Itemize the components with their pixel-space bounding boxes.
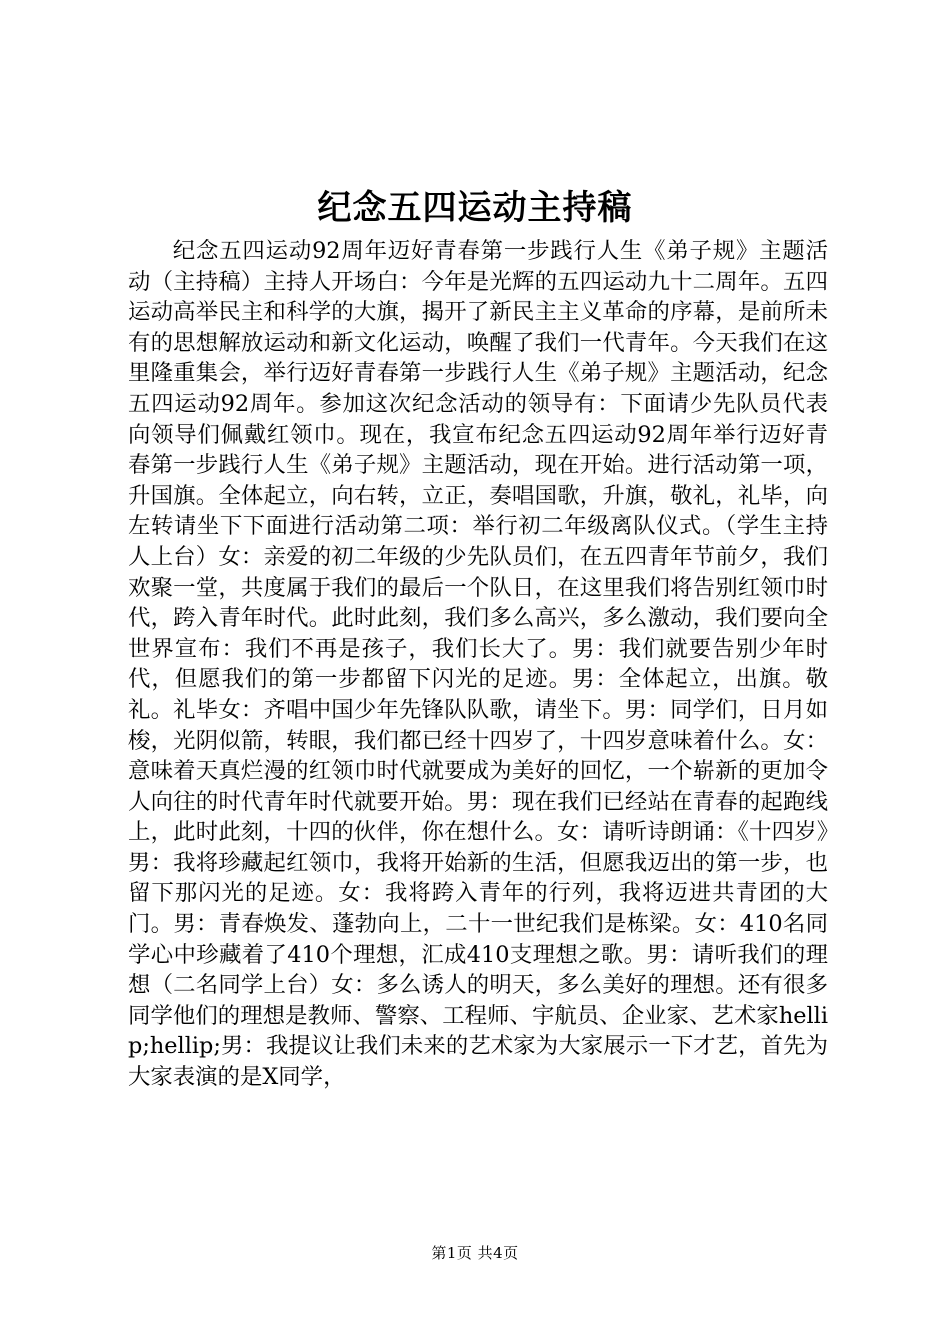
document-title: 纪念五四运动主持稿 [317,188,633,228]
document-body: 纪念五四运动92周年迈好青春第一步践行人生《弟子规》主题活动（主持稿）主持人开场白：今年是光辉的五四运动九十二周年。五四运动高举民主和科学的大旗，揭开了新民主主义革命的序幕，是前所未有的思想解放运动和新文化运动，唤醒了我们一代青年。今天我们在这里隆重集会，举行迈好青春第一步践行人生《弟子规》主题活动，纪念五四运动92周年。参加这次纪念活动的领导有：下面请少先队员代表向领导们佩戴红领巾。现在，我宣布纪念五四运动92周年举行迈好青春第一步践行人生《弟子规》主题活动，现在开始。进行活动第一项，升国旗。全体起立，向右转，立正，奏唱国歌，升旗，敬礼，礼毕，向左转请坐下下面进行活动第二项：举行初二年级离队仪式。（学生主持人上台）女：亲爱的初二年级的少先队员们，在五四青年节前夕，我们欢聚一堂，共度属于我们的最后一个队日，在这里我们将告别红领巾时代，跨入青年时代。此时此刻，我们多么高兴，多么激动，我们要向全世界宣布：我们不再是孩子，我们长大了。男：我们就要告别少年时代，但愿我们的第一步都留下闪光的足迹。男：全体起立，出旗。敬礼。礼毕女：齐唱中国少年先锋队队歌，请坐下。男：同学们，日月如梭，光阴似箭，转眼，我们都已经十四岁了，十四岁意味着什么。女：意味着天真烂漫的红领巾时代就要成为美好的回忆，一个崭新的更加令人向往的时代青年时代就要开始。男：现在我们已经站在青春的起跑线上，此时此刻，十四的伙伴，你在想什么。女：请听诗朗诵：《十四岁》男：我将珍藏起红领巾，我将开始新的生活，但愿我迈出的第一步，也留下那闪光的足迹。女：我将跨入青年的行列，我将迈进共青团的大门。男：青春焕发、蓬勃向上，二十一世纪我们是栋梁。女：410名同学心中珍藏着了410个理想，汇成410支理想之歌。男：请听我们的理想（二名同学上台）女：多么诱人的明天，多么美好的理想。还有很多同学他们的理想是教师、警察、工程师、宇航员、企业家、艺术家hellip;hellip;男：我提议让我们未来的艺术家为大家展示一下才艺，首先为大家表演的是X同学， [128,238,828,1091]
page-footer: 第1页 共4页 [431,1244,519,1262]
